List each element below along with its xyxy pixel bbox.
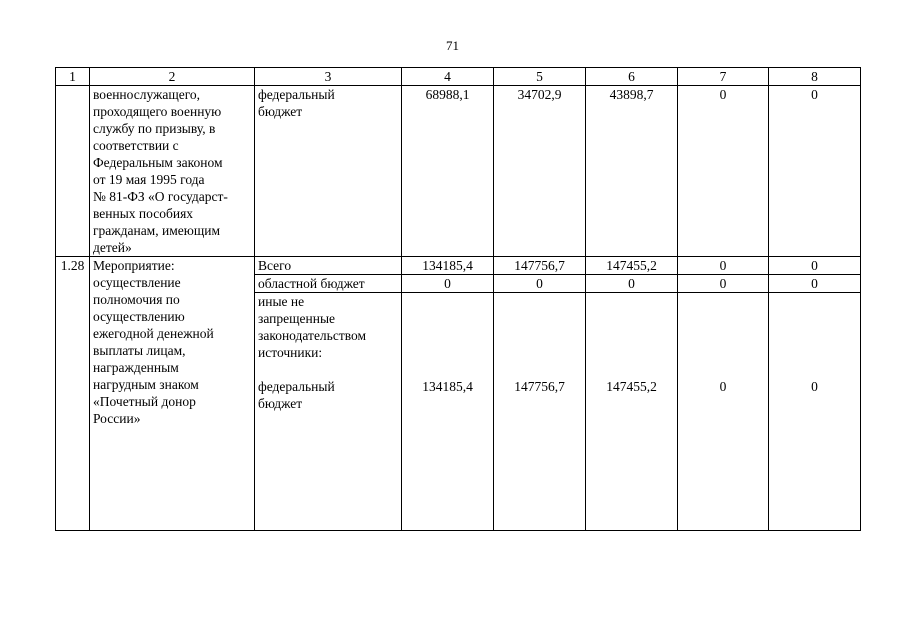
value-cell <box>586 293 678 531</box>
table-row <box>56 86 861 257</box>
value-cell: 0 <box>769 86 861 257</box>
description-cell: Мероприятие: осуществление полномочия по осуществлению ежегодной денежной выплаты лицам, награжденным нагрудным знаком «Почетный донор России» <box>90 257 255 531</box>
description-cell: военнослужащего, проходящего военную службу по призыву, в соответствии с Федеральным законом от 19 мая 1995 года № 81-ФЗ «О государст- венных пособиях гражданам, имеющим детей» <box>90 86 255 257</box>
value-cell: 43898,7 <box>586 86 678 257</box>
table-header-row <box>56 68 861 86</box>
source-cell: федеральный бюджет <box>255 86 402 257</box>
value-cell <box>769 293 861 531</box>
value-text: 147455,2 <box>606 379 657 394</box>
header-cell: 7 <box>678 68 769 86</box>
value-cell: 0 <box>678 275 769 293</box>
header-cell: 5 <box>494 68 586 86</box>
value-text: 0 <box>811 379 818 394</box>
source-cell: областной бюджет <box>255 275 402 293</box>
value-cell: 147455,2 <box>586 257 678 275</box>
value-cell: 147756,7 <box>494 257 586 275</box>
value-text: 0 <box>719 379 727 394</box>
value-cell: 68988,1 <box>402 86 494 257</box>
value-cell: 0 <box>402 275 494 293</box>
header-cell: 1 <box>56 68 90 86</box>
header-cell: 8 <box>769 68 861 86</box>
row-number-cell <box>56 86 90 257</box>
budget-table <box>55 67 861 531</box>
row-number-cell: 1.28 <box>56 257 90 531</box>
source-cell: иные не запрещенные законодательством источники: федеральный бюджет <box>255 293 402 531</box>
source-cell: Всего <box>255 257 402 275</box>
value-cell: 0 <box>586 275 678 293</box>
page-number: 71 <box>446 38 459 53</box>
table-row <box>56 257 861 275</box>
value-text: 147756,7 <box>514 379 565 394</box>
value-cell: 0 <box>678 86 769 257</box>
value-cell: 0 <box>494 275 586 293</box>
value-cell: 0 <box>678 257 769 275</box>
value-cell: 0 <box>769 257 861 275</box>
header-cell: 2 <box>90 68 255 86</box>
header-cell: 3 <box>255 68 402 86</box>
value-cell: 134185,4 <box>402 257 494 275</box>
value-cell: 0 <box>769 275 861 293</box>
header-cell: 6 <box>586 68 678 86</box>
value-cell <box>402 293 494 531</box>
header-cell: 4 <box>402 68 494 86</box>
value-text: 134185,4 <box>422 379 473 394</box>
value-cell <box>678 293 769 531</box>
value-cell <box>494 293 586 531</box>
value-cell: 34702,9 <box>494 86 586 257</box>
